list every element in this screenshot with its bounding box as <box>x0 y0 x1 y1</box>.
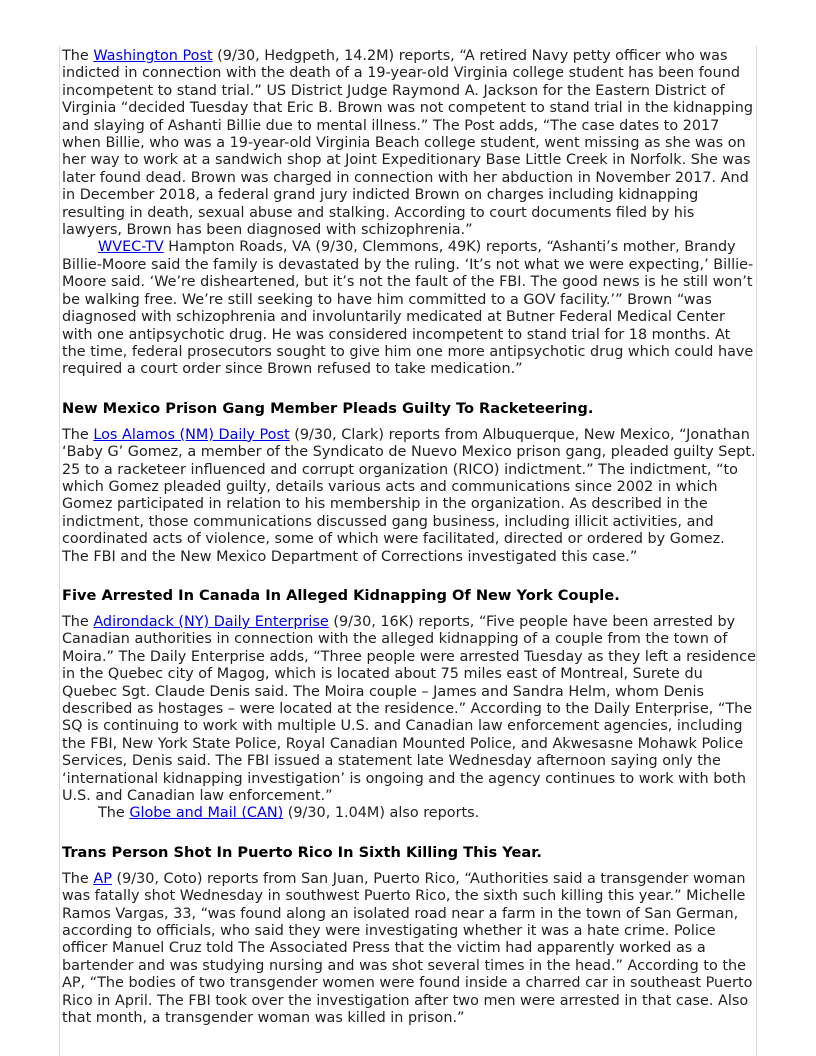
article-paragraph: The Globe and Mail (CAN) (9/30, 1.04M) also reports. <box>98 805 480 822</box>
source-link-adirondack-daily-enterprise[interactable]: Adirondack (NY) Daily Enterprise <box>93 613 329 630</box>
headline-puerto-rico-shooting: Trans Person Shot In Puerto Rico In Sixth Killing This Year. <box>62 843 542 861</box>
headline-new-mexico-gang: New Mexico Prison Gang Member Pleads Guilty To Racketeering. <box>62 399 594 417</box>
source-link-globe-and-mail[interactable]: Globe and Mail (CAN) <box>129 805 284 822</box>
article-paragraph: The AP (9/30, Coto) reports from San Juan, Puerto Rico, “Authorities said a transgender woman was fatally shot Wednesday in southwest Puerto Rico, the sixth such killing this year.” Michelle Ramos Vargas, 33, “was found along an isolated road near a farm in the town of San German, according to officials, who said they were investigating whether it was a hate crime. Police officer Manuel Cruz told The Associated Press that the victim had apparently worked as a bartender and was studying nursing and was shot several times in the head.” According to the AP, “The bodies of two transgender women were found inside a charred car in southeast Puerto Rico in April. The FBI took over the investigation after two men were arrested in that case. Also that month, a transgender woman was killed in prison.” <box>62 870 753 1027</box>
article-paragraph: The Adirondack (NY) Daily Enterprise (9/30, 16K) reports, “Five people have been arrested by Canadian authorities in connection with the alleged kidnapping of a couple from the town of Moira.” The Daily Enterprise adds, “Three people were arrested Tuesday as they left a residence in the Quebec city of Magog, which is located about 75 miles east of Montreal, Surete du Quebec Sgt. Claude Denis said. The Moira couple – James and Sandra Helm, whom Denis described as hostages – were located at the residence.” According to the Daily Enterprise, “The SQ is continuing to work with multiple U.S. and Canadian law enforcement agencies, including the FBI, New York State Police, Royal Canadian Mounted Police, and Akwesasne Mohawk Police Services, Denis said. The FBI issued a statement late Wednesday afternoon saying only the ‘international kidnapping investigation’ is ongoing and the agency continues to work with both U.S. and Canadian law enforcement.” <box>62 613 756 805</box>
article-paragraph: The Los Alamos (NM) Daily Post (9/30, Clark) reports from Albuquerque, New Mexico, “Jonathan ‘Baby G’ Gomez, a member of the Syndicato de Nuevo Mexico prison gang, pleaded guilty Sept. 25 to a racketeer influenced and corrupt organization (RICO) indictment.” The indictment, “to which Gomez pleaded guilty, details various acts and communications since 2002 in which Gomez participated in relation to his membership in the organization. As described in the indictment, those communications discussed gang business, including illicit activities, and coordinated acts of violence, some of which were facilitated, directed or ordered by Gomez. The FBI and the New Mexico Department of Corrections investigated this case.” <box>62 426 756 565</box>
source-link-washington-post[interactable]: Washington Post <box>93 48 213 64</box>
news-content <box>62 48 756 1028</box>
article-paragraph: The Washington Post (9/30, Hedgpeth, 14.2M) reports, “A retired Navy petty officer who was indicted in connection with the death of a 19-year-old Virginia college student has been found incompetent to stand trial.” US District Judge Raymond A. Jackson for the Eastern District of Virginia “decided Tuesday that Eric B. Brown was not competent to stand trial in the kidnapping and slaying of Ashanti Billie due to mental illness.” The Post adds, “The case dates to 2017 when Billie, who was a 19-year-old Virginia Beach college student, went missing as she was on her way to work at a sandwich shop at Joint Expeditionary Base Little Creek in Norfolk. She was later found dead. Brown was charged in connection with her abduction in November 2017. And in December 2018, a federal grand jury indicted Brown on charges including kidnapping resulting in death, sexual abuse and stalking. According to court documents filed by his lawyers, Brown has been diagnosed with schizophrenia.” <box>62 48 753 239</box>
source-link-wvec-tv[interactable]: WVEC-TV <box>98 239 164 256</box>
headline-canada-kidnapping: Five Arrested In Canada In Alleged Kidnapping Of New York Couple. <box>62 586 620 604</box>
article-paragraph: WVEC-TV Hampton Roads, VA (9/30, Clemmons, 49K) reports, “Ashanti’s mother, Brandy Billie-Moore said the family is devastated by the ruling. ‘It’s not what we were expecting,’ Billie-Moore said. ‘We’re disheartened, but it’s not the fault of the FBI. The good news is he still won’t be walking free. We’re still seeking to have him committed to a GOV facility.’” Brown “was diagnosed with schizophrenia and involuntarily medicated at Butner Federal Medical Center with one antipsychotic drug. He was considered incompetent to stand trial for 18 months. At the time, federal prosecutors sought to give him one more antipsychotic drug which could have required a court order since Brown refused to take medication.” <box>62 239 754 378</box>
source-link-ap[interactable]: AP <box>93 870 112 887</box>
source-link-los-alamos-daily-post[interactable]: Los Alamos (NM) Daily Post <box>93 426 290 443</box>
